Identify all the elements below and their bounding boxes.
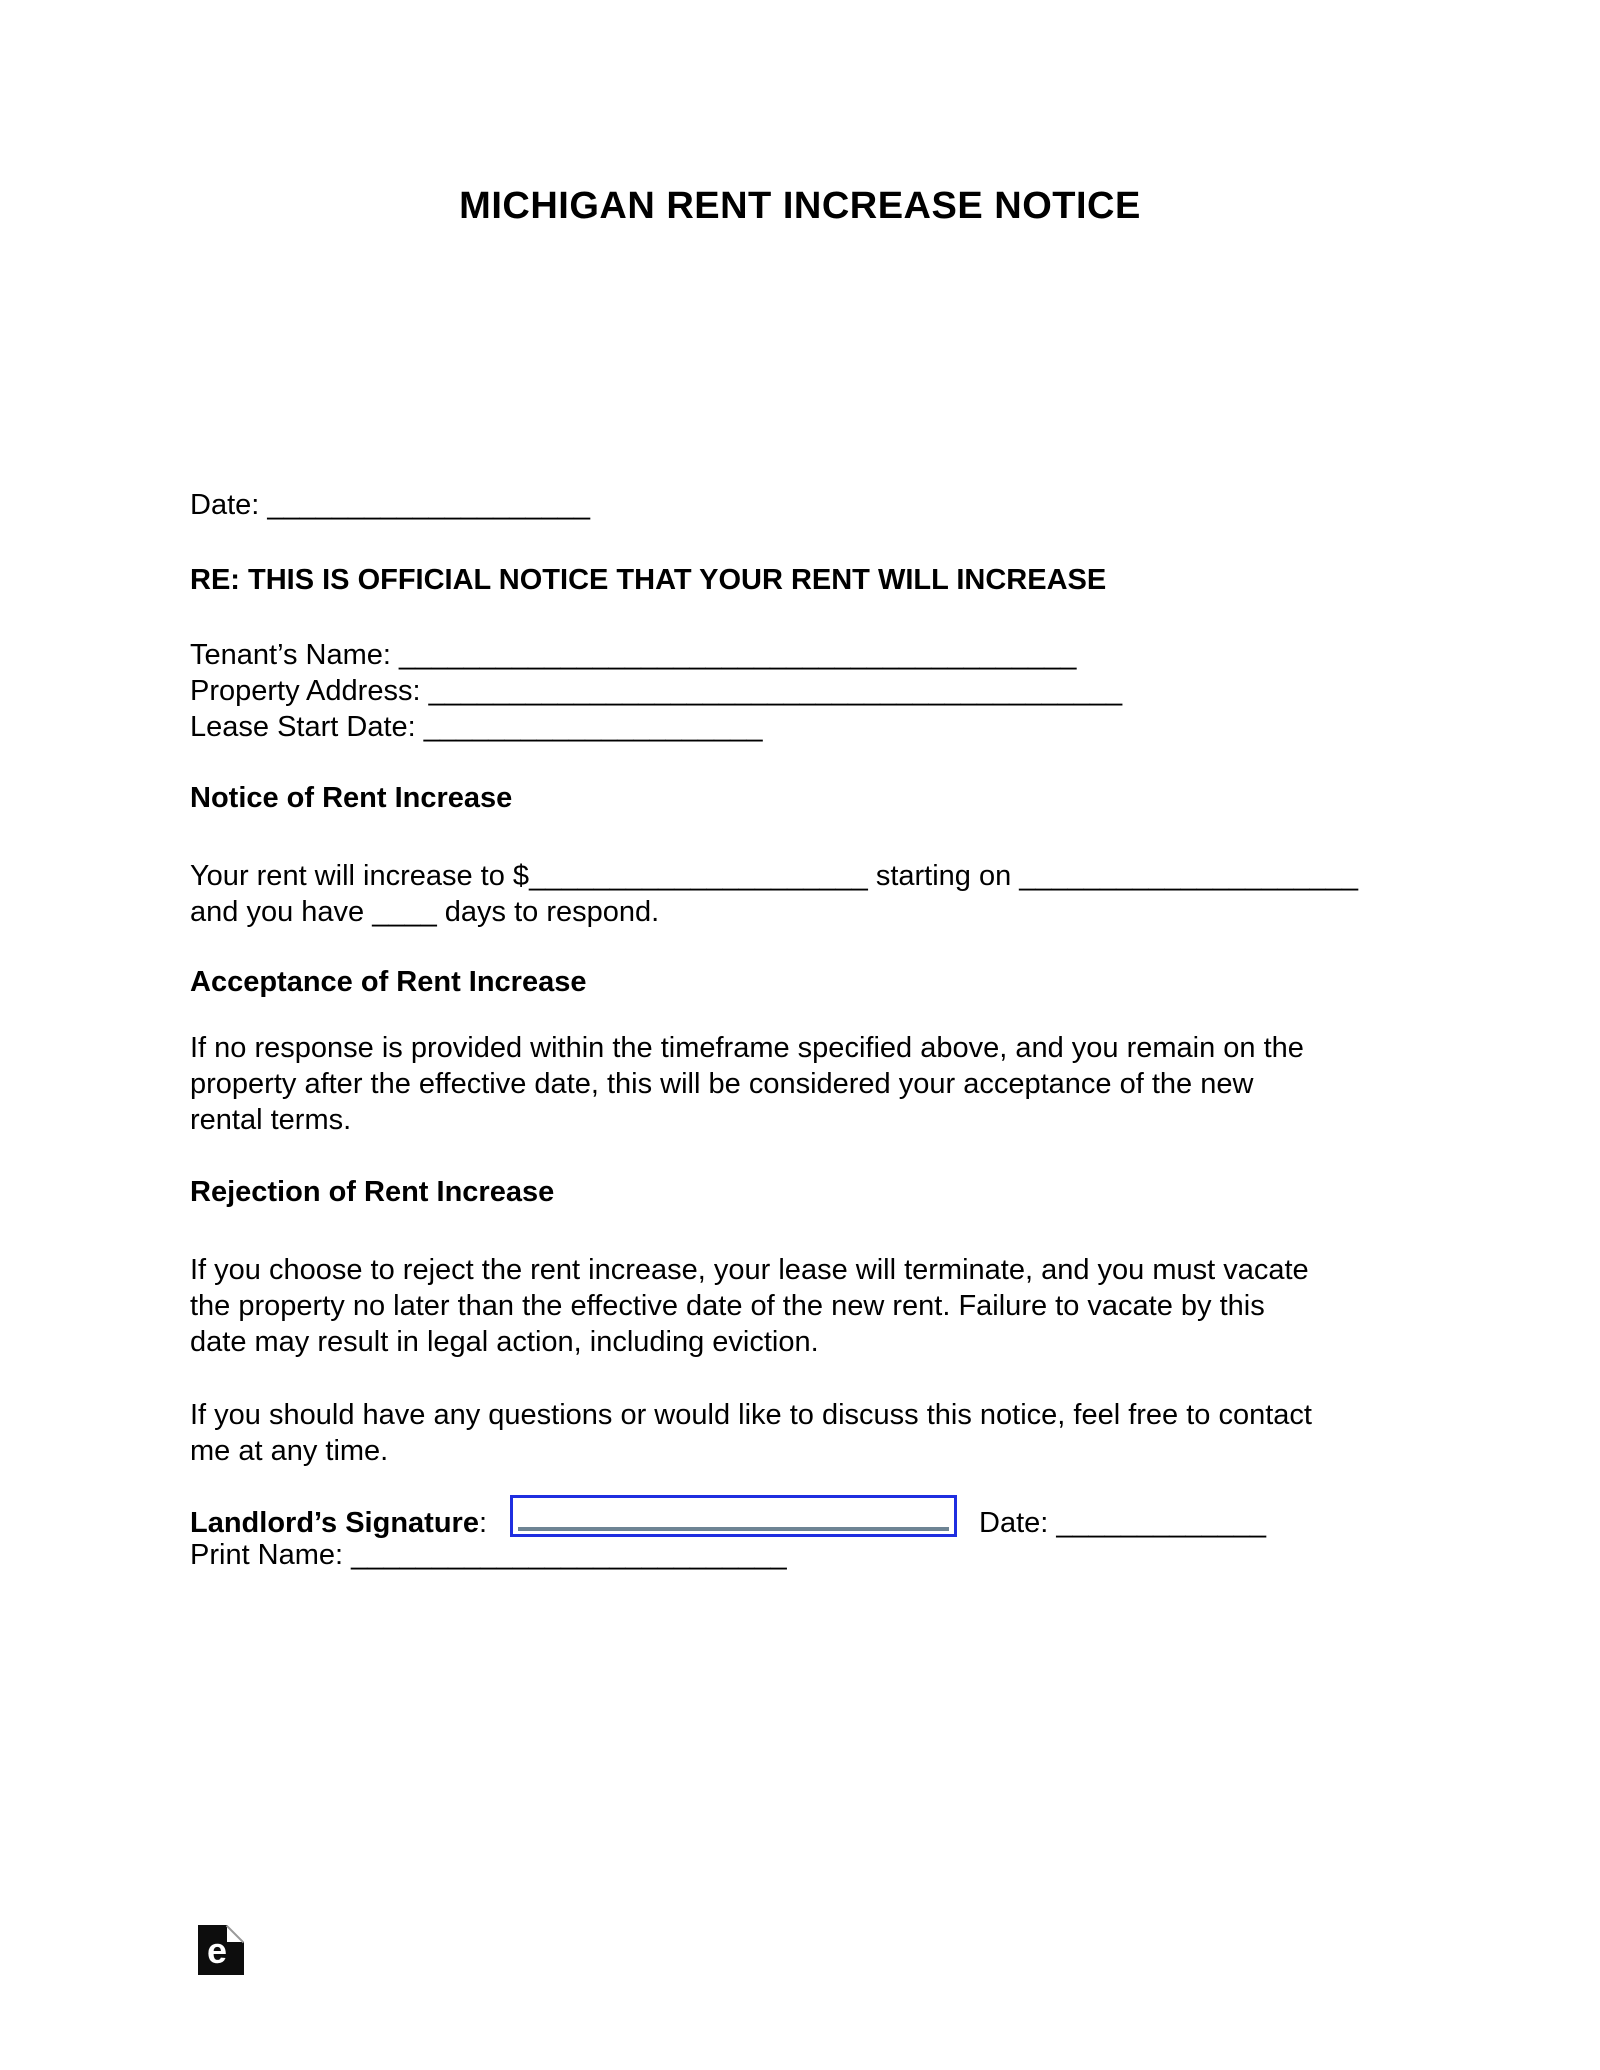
acceptance-line-1: If no response is provided within the timeframe specified above, and you remain on the — [190, 1032, 1304, 1064]
property-address-blank: ___________________________________________ — [428, 675, 1123, 707]
notice-paragraph — [190, 858, 1358, 930]
rejection-line-3: date may result in legal action, including eviction. — [190, 1326, 819, 1358]
days-text-after: days to respond. — [436, 896, 660, 928]
logo-letter: e — [207, 1930, 228, 1971]
questions-paragraph — [190, 1397, 1312, 1469]
re-subject-line: RE: THIS IS OFFICIAL NOTICE THAT YOUR RENT WILL INCREASE — [190, 564, 1107, 596]
landlord-signature-label: Landlord’s Signature — [190, 1507, 479, 1539]
print-name-label: Print Name: — [190, 1539, 352, 1571]
questions-line-2: me at any time. — [190, 1435, 389, 1467]
days-blank: ____ — [372, 896, 437, 928]
days-text-before: and you have — [190, 896, 373, 928]
tenant-info-block — [190, 637, 1122, 745]
document-title: MICHIGAN RENT INCREASE NOTICE — [459, 185, 1141, 227]
acceptance-line-2: property after the effective date, this will be considered your acceptance of the new — [190, 1068, 1254, 1100]
rejection-line-1: If you choose to reject the rent increase, your lease will terminate, and you must vacate — [190, 1254, 1309, 1286]
start-date-blank: _____________________ — [1019, 860, 1358, 892]
property-address-label: Property Address: — [190, 675, 429, 707]
notice-line-1 — [190, 858, 1358, 894]
questions-line-1: If you should have any questions or would like to discuss this notice, feel free to contact — [190, 1399, 1312, 1431]
notice-of-rent-increase-heading: Notice of Rent Increase — [190, 782, 513, 814]
rejection-paragraph — [190, 1252, 1309, 1360]
property-address-line — [190, 673, 1122, 709]
signature-input-field[interactable] — [510, 1495, 957, 1537]
acceptance-heading: Acceptance of Rent Increase — [190, 966, 587, 998]
date-line — [190, 487, 590, 523]
signature-date-part — [979, 1505, 1266, 1541]
lease-start-date-label: Lease Start Date: — [190, 711, 424, 743]
starting-on-text: starting on — [867, 860, 1020, 892]
signature-field-underline — [518, 1527, 949, 1531]
lease-start-date-line — [190, 709, 1122, 745]
tenant-name-blank: __________________________________________ — [399, 639, 1077, 671]
date-blank: ____________________ — [267, 489, 590, 521]
print-name-row — [190, 1537, 787, 1573]
acceptance-paragraph — [190, 1030, 1304, 1138]
lease-start-date-blank: _____________________ — [423, 711, 763, 743]
signature-date-label: Date: — [979, 1507, 1057, 1539]
print-name-blank: ___________________________ — [351, 1539, 787, 1571]
rent-amount-blank: _____________________ — [529, 860, 868, 892]
landlord-signature-colon: : — [478, 1507, 488, 1539]
notice-line-2 — [190, 894, 1358, 930]
date-label: Date: — [190, 489, 268, 521]
acceptance-line-3: rental terms. — [190, 1104, 352, 1136]
tenant-name-line — [190, 637, 1122, 673]
tenant-name-label: Tenant’s Name: — [190, 639, 400, 671]
signature-date-blank: _____________ — [1056, 1507, 1267, 1539]
notice-line1-text: Your rent will increase to $ — [190, 860, 530, 892]
rejection-line-2: the property no later than the effective date of the new rent. Failure to vacate by this — [190, 1290, 1265, 1322]
rejection-heading: Rejection of Rent Increase — [190, 1176, 555, 1208]
eforms-document-logo-icon — [198, 1925, 244, 1975]
